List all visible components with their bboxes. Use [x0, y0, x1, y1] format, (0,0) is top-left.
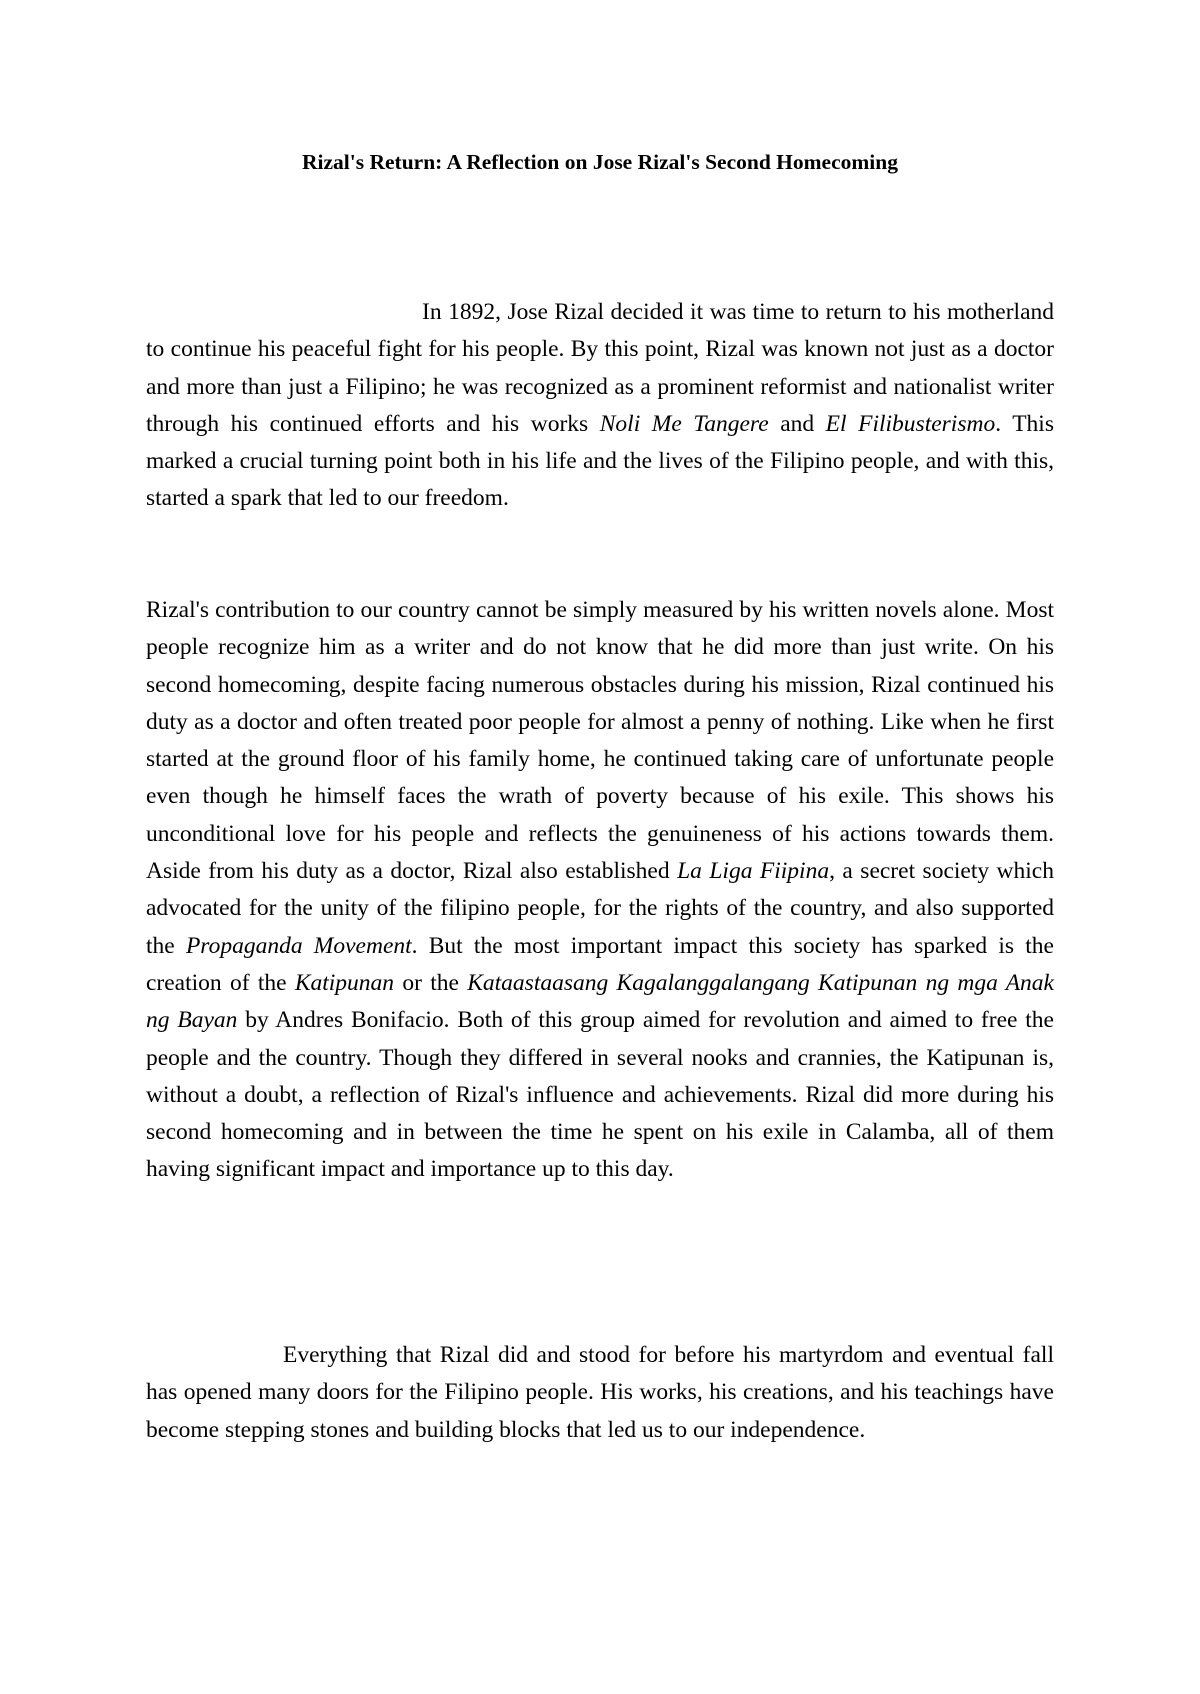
paragraph-conclusion-text: Everything that Rizal did and stood for before his martyrdom and eventual fall has opened many doors for the Filipino people. His works, his creations, and his teachings have become stepping stones and building blocks that led us to our independence.: [146, 1342, 1054, 1443]
paragraph-intro-text-a: In 1892, Jose Rizal decided it was time to return to his motherland to continue his peaceful fight for his people. By this point, Rizal was known not just as a doctor and more than just a Filipino; he was recognized as a prominent reformist and nationalist writer through his continued efforts and his works: [146, 299, 1054, 437]
paragraph-intro-text-b: and: [768, 410, 826, 437]
paragraph-contribution-text-a: Rizal's contribution to our country cannot be simply measured by his written novels alone. Most people recognize him as a writer and do not know that he did more than just write. On his second homecoming, despite facing numerous obstacles during his mission, Rizal continued his duty as a doctor and often treated poor people for almost a penny of nothing. Like when he first started at the ground floor of his family home, he continued taking care of unfortunate people even though he himself faces the wrath of poverty because of his exile. This shows his unconditional love for his people and reflects the genuineness of his actions towards them. Aside from his duty as a doctor, Rizal also established: [146, 597, 1054, 885]
paragraph-contribution-text-b: , a secret society which advocated for the unity of the filipino people, for the rights of the country, and also supported the: [146, 858, 1054, 959]
document-title: Rizal's Return: A Reflection on Jose Rizal's Second Homecoming: [302, 150, 898, 174]
org-name-liga: La Liga Fiipina: [677, 858, 830, 885]
work-title-fili: El Filibusterismo: [825, 410, 996, 437]
org-name-katipunan-full: Kataastaasang Kagalanggalangang Katipunan ng mga Anak ng Bayan: [146, 969, 1054, 1034]
work-title-noli: Noli Me Tangere: [599, 410, 769, 437]
paragraph-contribution: [146, 592, 1054, 1189]
movement-name-propaganda: Propaganda Movement: [185, 932, 412, 959]
paragraph-conclusion: [146, 1337, 1054, 1449]
paragraph-contribution-text-d: or the: [394, 969, 468, 996]
org-name-katipunan: Katipunan: [294, 969, 395, 996]
paragraph-intro: [146, 294, 1054, 518]
paragraph-contribution-text-e: by Andres Bonifacio. Both of this group aimed for revolution and aimed to free the people and the country. Though they differed in several nooks and crannies, the Katipunan is, without a doubt, a reflection of Rizal's influence and achievements. Rizal did more during his second homecoming and in between the time he spent on his exile in Calamba, all of them having significant impact and importance up to this day.: [146, 1007, 1054, 1183]
paragraph-contribution-text-c: . But the most important impact this society has sparked is the creation of the: [146, 932, 1054, 996]
paragraph-intro-text-c: . This marked a crucial turning point both in his life and the lives of the Filipino people, and with this, started a spark that led to our freedom.: [146, 410, 1054, 512]
